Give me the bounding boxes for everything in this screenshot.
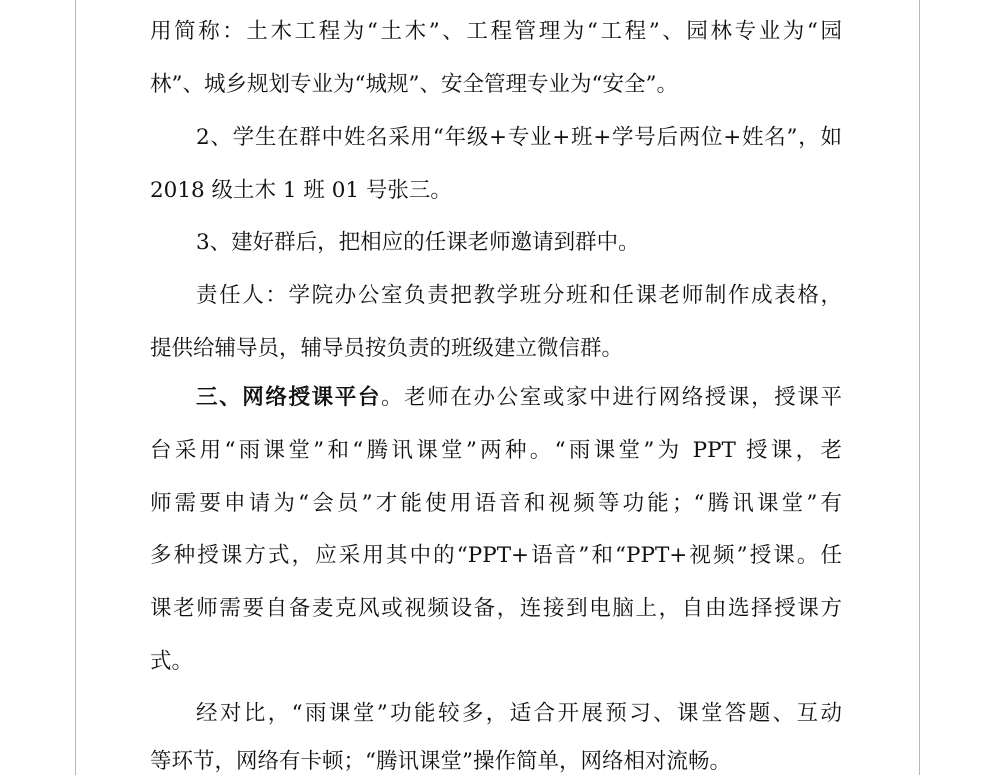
section-heading: 三、网络授课平台 bbox=[196, 385, 382, 410]
responsible-line-2: 提供给辅导员，辅导员按负责的班级建立微信群。 bbox=[150, 336, 624, 361]
naming-line-2: 2018 级土木 1 班 01 号张三。 bbox=[150, 178, 452, 203]
left-margin-line bbox=[75, 0, 76, 775]
platform-line-2: 台采用“雨课堂”和“腾讯课堂”两种。“雨课堂”为 PPT 授课，老 bbox=[150, 438, 842, 463]
platform-line-6: 式。 bbox=[150, 649, 194, 674]
majors-line-1: 用简称：土木工程为“土木”、工程管理为“工程”、园林专业为“园 bbox=[150, 19, 842, 44]
platform-line-1-text: 。老师在办公室或家中进行网络授课，授课平 bbox=[381, 385, 842, 410]
compare-line-1: 经对比，“雨课堂”功能较多，适合开展预习、课堂答题、互动 bbox=[196, 701, 842, 726]
responsible-line-1: 责任人：学院办公室负责把教学班分班和任课老师制作成表格， bbox=[196, 283, 842, 308]
naming-line-1: 2、学生在群中姓名采用“年级+专业+班+学号后两位+姓名”，如 bbox=[196, 125, 842, 150]
right-margin-line bbox=[919, 0, 920, 775]
compare-line-2: 等环节，网络有卡顿；“腾讯课堂”操作简单，网络相对流畅。 bbox=[150, 749, 731, 774]
platform-line-1 bbox=[196, 387, 842, 409]
invite-line-1: 3、建好群后，把相应的任课老师邀请到群中。 bbox=[196, 230, 640, 255]
platform-line-5: 课老师需要自备麦克风或视频设备，连接到电脑上，自由选择授课方 bbox=[150, 596, 842, 621]
majors-line-2: 林”、城乡规划专业为“城规”、安全管理专业为“安全”。 bbox=[150, 72, 678, 97]
platform-line-4: 多种授课方式，应采用其中的“PPT+语音”和“PPT+视频”授课。任 bbox=[150, 543, 842, 568]
platform-line-3: 师需要申请为“会员”才能使用语音和视频等功能；“腾讯课堂”有 bbox=[150, 491, 842, 516]
